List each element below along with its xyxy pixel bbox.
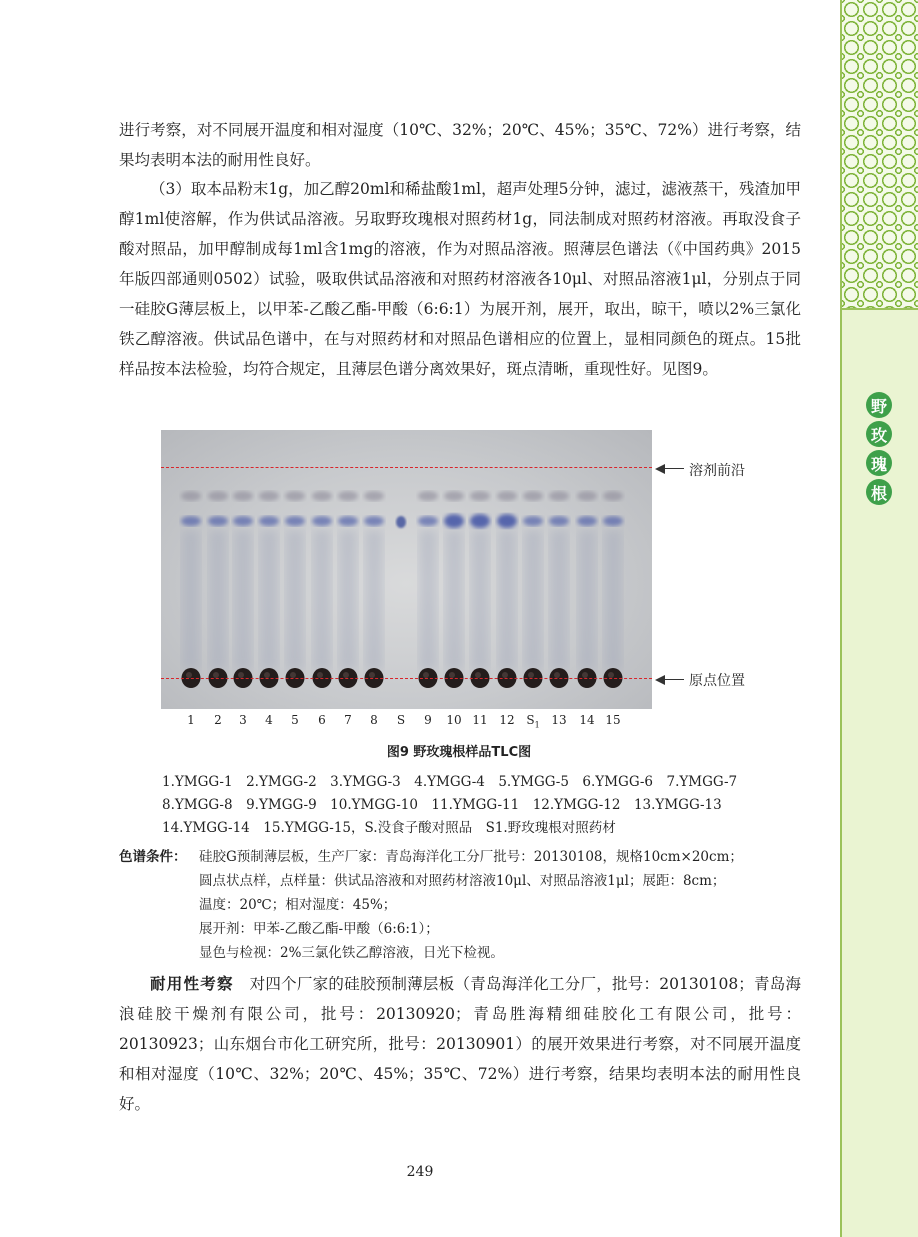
chapter-char: 玫 xyxy=(866,421,892,447)
tlc-band xyxy=(470,514,490,528)
condition-line: 温度：20℃；相对湿度：45%； xyxy=(199,897,397,913)
tlc-band xyxy=(233,516,253,526)
robustness-heading: 耐用性考察 xyxy=(150,975,234,993)
tlc-band xyxy=(523,516,543,526)
lane-label: 1 xyxy=(187,713,195,727)
top-paragraph: 进行考察，对不同展开温度和相对湿度（10℃、32%；20℃、45%；35℃、72%）进行考察，结果均表明本法的耐用性良好。 xyxy=(119,121,801,169)
tlc-band xyxy=(312,491,332,501)
condition-line: 展开剂：甲苯-乙酸乙酯-甲酸（6:6:1）； xyxy=(199,921,439,937)
tlc-band xyxy=(285,516,305,526)
tlc-band xyxy=(259,516,279,526)
legend-line: 14.YMGG-14 15.YMGG-15，S.没食子酸对照品 S1.野玫瑰根对照药材 xyxy=(162,820,616,836)
legend-line: 8.YMGG-8 9.YMGG-9 10.YMGG-10 11.YMGG-11 12.YMGG-12 13.YMGG-13 xyxy=(162,797,722,813)
tlc-spot xyxy=(396,516,406,528)
tlc-band xyxy=(577,491,597,501)
lane-label: 9 xyxy=(424,713,432,727)
tlc-band xyxy=(497,491,517,501)
tlc-smear xyxy=(498,530,516,670)
chapter-title xyxy=(866,392,894,508)
tlc-band xyxy=(418,516,438,526)
tlc-band xyxy=(259,491,279,501)
origin-arrow-head xyxy=(655,675,665,685)
chapter-char: 瑰 xyxy=(866,450,892,476)
lane-label: 12 xyxy=(499,713,515,727)
tlc-plate-svg xyxy=(161,430,652,709)
legend-line: 1.YMGG-1 2.YMGG-2 3.YMGG-3 4.YMGG-4 5.YMGG-5 6.YMGG-6 7.YMGG-7 xyxy=(162,774,738,790)
tlc-band xyxy=(444,514,464,528)
tlc-smear xyxy=(419,530,437,670)
tlc-smear xyxy=(234,530,252,670)
lane-label: 14 xyxy=(579,713,595,727)
tlc-band xyxy=(603,491,623,501)
lane-label: $S_1$ xyxy=(526,713,540,730)
origin-line xyxy=(161,678,652,679)
tlc-smear xyxy=(260,530,278,670)
chapter-char: 根 xyxy=(866,479,892,505)
tlc-band xyxy=(364,491,384,501)
lane-label: 15 xyxy=(605,713,621,727)
lane-labels xyxy=(161,713,652,731)
page-number: 249 xyxy=(406,1164,434,1180)
tlc-smear xyxy=(209,530,227,670)
tlc-smear xyxy=(286,530,304,670)
tlc-band xyxy=(549,516,569,526)
lane-label: 13 xyxy=(551,713,567,727)
side-pattern xyxy=(842,0,918,310)
tlc-band xyxy=(549,491,569,501)
tlc-smear xyxy=(182,530,200,670)
tlc-band xyxy=(603,516,623,526)
lane-label: S xyxy=(396,713,406,727)
lane-label: 5 xyxy=(291,713,299,727)
lane-label: 2 xyxy=(214,713,222,727)
lane-label: 10 xyxy=(446,713,462,727)
chapter-char: 野 xyxy=(866,392,892,418)
tlc-band xyxy=(181,491,201,501)
tlc-smear xyxy=(524,530,542,670)
figure-caption: 图9 野玫瑰根样品TLC图 xyxy=(386,745,532,760)
lane-label: 3 xyxy=(239,713,247,727)
solvent-front-label: 溶剂前沿 xyxy=(689,463,745,479)
tlc-band xyxy=(233,491,253,501)
tlc-band xyxy=(497,514,517,528)
tlc-smear xyxy=(578,530,596,670)
lane-label: 8 xyxy=(370,713,378,727)
tlc-band xyxy=(181,516,201,526)
method-paragraph: （3）取本品粉末1g，加乙醇20ml和稀盐酸1ml，超声处理5分钟，滤过，滤液蒸干，残渣加甲醇1ml使溶解，作为供试品溶液。另取野玫瑰根对照药材1g，同法制成对照药材溶液。再取没食子酸对照品，加甲醇制成每1ml含1mg的溶液，作为对照品溶液。照薄层色谱法（《中国药典》2015年版四部通则0502）试验，吸取供试品溶液和对照药材溶液各10μl、对照品溶液1μl，分别点于同一硅胶G薄层板上，以甲苯-乙酸乙酯-甲酸（6:6:1）为展开剂，展开，取出，晾干，喷以2%三氯化铁乙醇溶液。供试品色谱中，在与对照药材和对照品色谱相应的位置上，显相同颜色的斑点。15批样品按本法检验，均符合规定，且薄层色谱分离效果好，斑点清晰，重现性好。见图9。 xyxy=(119,180,801,378)
tlc-smear xyxy=(604,530,622,670)
robustness-text: 对四个厂家的硅胶预制薄层板（青岛海洋化工分厂，批号：20130108；青岛海浪硅胶干燥剂有限公司，批号：20130920；青岛胜海精细硅胶化工有限公司，批号：20130923；山东烟台市化工研究所，批号：20130901）的展开效果进行考察，对不同展开温度和相对湿度（10℃、32%；20℃、45%；35℃、72%）进行考察，结果均表明本法的耐用性良好。 xyxy=(119,975,801,1113)
tlc-smear xyxy=(471,530,489,670)
condition-line: 硅胶G预制薄层板，生产厂家：青岛海洋化工分厂批号：20130108，规格10cm×20cm； xyxy=(199,849,743,865)
tlc-smear xyxy=(339,530,357,670)
lane-label: 4 xyxy=(265,713,273,727)
lane-label: 6 xyxy=(318,713,326,727)
tlc-band xyxy=(577,516,597,526)
tlc-smear xyxy=(550,530,568,670)
tlc-band xyxy=(285,491,305,501)
tlc-band xyxy=(364,516,384,526)
tlc-smear xyxy=(365,530,383,670)
tlc-band xyxy=(470,491,490,501)
condition-line: 显色与检视：2%三氯化铁乙醇溶液，日光下检视。 xyxy=(199,945,504,961)
side-margin xyxy=(840,0,918,1237)
tlc-band xyxy=(312,516,332,526)
figure-legend xyxy=(162,771,822,840)
tlc-band xyxy=(418,491,438,501)
tlc-smear xyxy=(445,530,463,670)
conditions-label: 色谱条件： xyxy=(119,849,187,865)
condition-line: 圆点状点样，点样量：供试品溶液和对照药材溶液10μl、对照品溶液1μl；展距：8cm； xyxy=(199,873,726,889)
solvent-front-line xyxy=(161,467,652,468)
tlc-smear xyxy=(313,530,331,670)
front-arrow-head xyxy=(655,464,665,474)
tlc-band xyxy=(208,516,228,526)
tlc-band xyxy=(444,491,464,501)
robustness-paragraph xyxy=(119,969,801,1119)
tlc-plate-image xyxy=(161,430,652,709)
lane-label: 7 xyxy=(344,713,352,727)
lane-label: 11 xyxy=(472,713,488,727)
tlc-band xyxy=(208,491,228,501)
origin-label: 原点位置 xyxy=(689,673,745,689)
tlc-band xyxy=(338,516,358,526)
tlc-band xyxy=(523,491,543,501)
tlc-band xyxy=(338,491,358,501)
